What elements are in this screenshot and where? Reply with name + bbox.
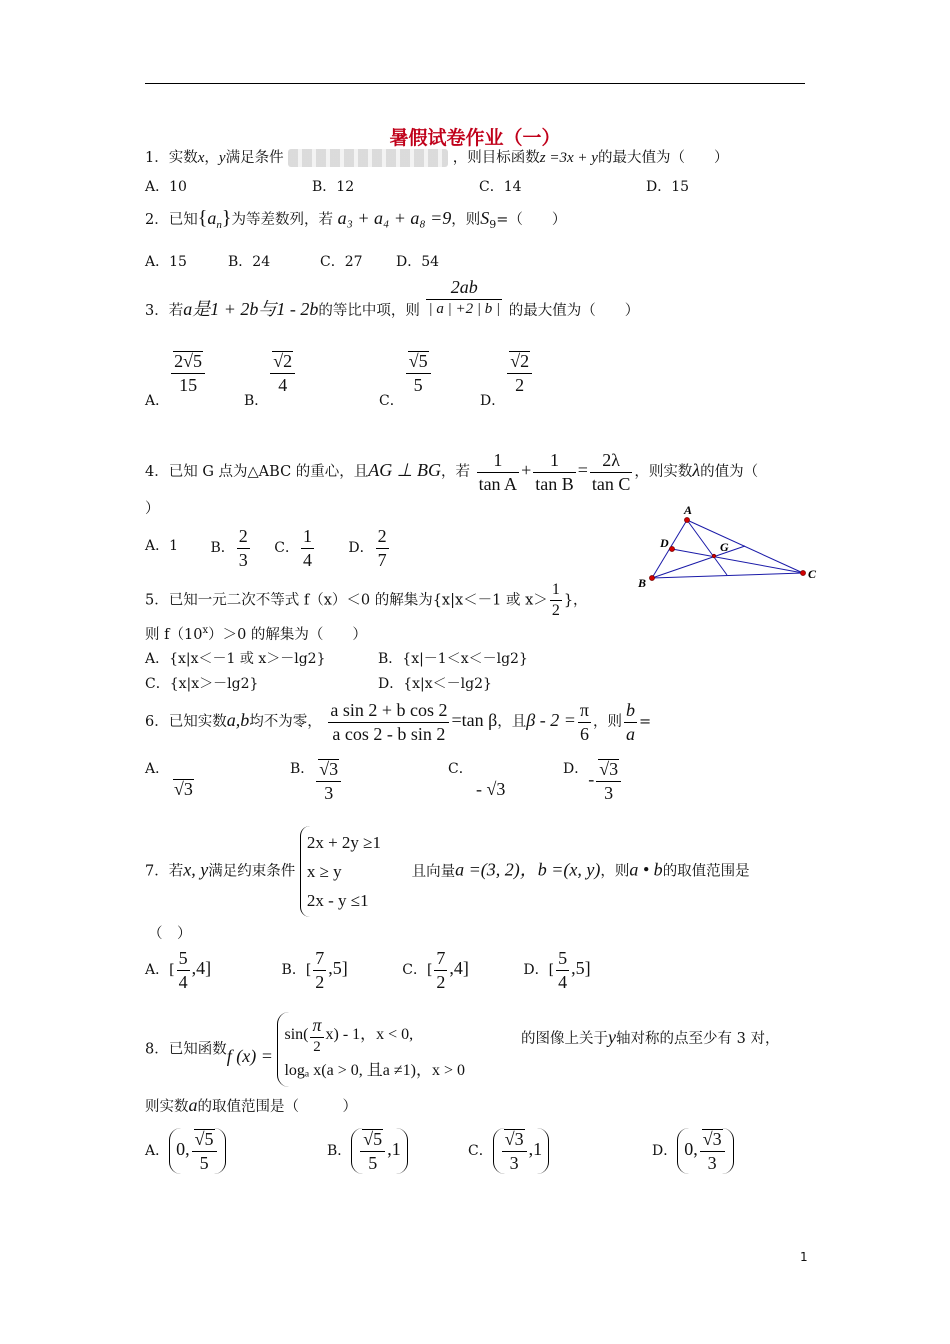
q2-option-b: B．24 xyxy=(228,254,271,270)
question-6: 6．已知实数a,b均不为零， $\frac{\text{a sin 2 + b cos 2}}{\text{a cos 2 - b sin 2}}$ =tan β，且β - 2 = $\frac{\pi}{6}$ ，则 $\frac{b}{a}$ = xyxy=(145,700,652,744)
vertex-label-b: B xyxy=(638,576,647,588)
q1-option-d: D．15 xyxy=(646,179,690,195)
question-1: 1．实数x，y满足条件 ，则目标函数z =3x + y的最大值为（ ） xyxy=(145,150,729,166)
blurred-constraints xyxy=(288,149,448,167)
q5-line2: 则 $f(10^x)>0$ 的解集为（ ） xyxy=(145,625,367,643)
q1-option-c: C．14 xyxy=(479,179,522,195)
q2-option-d: D．54 xyxy=(396,254,440,270)
q4-options: A．1 B． $\frac{2}{3}$ C． $\frac{1}{4}$ D． $\frac{2}{7}$ xyxy=(145,526,387,570)
q6-option-d: D．- $\frac{√3}{3}$ xyxy=(563,758,623,804)
q5-option-a: A．{x|x＜－1 或 x＞－lg2} xyxy=(145,651,326,667)
vertex-label-d: D xyxy=(660,536,669,550)
q3-option-d: D． $\frac{√2}{2}$ xyxy=(480,350,534,396)
q1-option-b: B．12 xyxy=(312,179,355,195)
header-rule xyxy=(145,83,805,84)
q7-close-paren: （ ） xyxy=(148,926,192,942)
q8-option-a: A． 0, $\frac{√5}{5}$ xyxy=(145,1128,226,1174)
page-number: 1 xyxy=(800,1250,808,1264)
question-5: 5．已知一元二次不等式 f（x）＜0 的解集为{x|x＜－1 或 x＞ $\frac{1}{2}$ }， xyxy=(145,581,588,619)
question-3: 3．若a是1 + 2b与1 - 2b的等比中项，则 $\frac{2ab}{| a | +2 | b |}$ 的最大值为（ ） xyxy=(145,277,640,320)
q3-fraction: $\frac{2ab}{| a | +2 | b |}$ xyxy=(428,277,501,317)
q1-option-a: A．10 xyxy=(145,179,187,195)
question-7: 7．若x, y满足约束条件 2x + 2y ≥1 x ≥ y 2x - y ≤1 且向量a =(3, 2)，b =(x, y)，则a • b的取值范围是 xyxy=(145,826,750,917)
triangle-figure xyxy=(634,503,824,588)
q5-option-c: C．{x|x＞－lg2} xyxy=(145,676,259,692)
q8-option-b: B． $\frac{√5}{5}$ ,1 xyxy=(327,1128,408,1174)
question-8: 8．已知函数f (x) = sin( $\frac{\pi}{2}$ x) - 1，x < 0, logₐ x(a > 0, 且a ≠1)，x > 0 的图像上关于y轴对称的点至少有 3 对， xyxy=(145,1012,471,1087)
page-title: 暑假试卷作业（一） xyxy=(389,127,561,149)
question-2: 2．已知$\{a_n\}$为等差数列，若 a₃ + a₄ + a₈ =9，则$S_9=$（ ） xyxy=(145,207,567,231)
q4-close-paren: ） xyxy=(145,501,160,517)
q3-option-c: C． $\frac{√5}{5}$ xyxy=(379,350,433,396)
q8-option-d: D． 0, $\frac{√3}{3}$ xyxy=(652,1128,734,1174)
vertex-label-a: A xyxy=(684,503,693,517)
q2-option-a: A．15 xyxy=(145,254,187,270)
vertex-label-c: C xyxy=(808,567,817,581)
q3-option-b: B． $\frac{√2}{4}$ xyxy=(244,350,297,396)
q6-option-b: B． $\frac{√3}{3}$ xyxy=(290,758,343,804)
q2-option-c: C．27 xyxy=(320,254,363,270)
q8-option-c: C． $\frac{√3}{3}$ ,1 xyxy=(468,1128,549,1174)
q5-option-d: D．{x|x＜－lg2} xyxy=(378,676,492,692)
centroid-label-g: G xyxy=(720,540,729,554)
q5-option-b: B．{x|－1＜x＜－lg2} xyxy=(378,651,528,667)
q6-option-c: C． - √3 xyxy=(448,761,506,800)
q8-line2: 则实数a的取值范围是（ ） xyxy=(145,1095,357,1115)
q6-option-a: A． √3 xyxy=(145,761,193,800)
question-4: 4．已知 G 点为△ABC 的重心，且AG ⊥ BG，若 $\frac{1}{\text{tan A}}$ + $\frac{1}{\text{tan B}}$ = $\frac{2\lambda}{\text{tan C}}$ ，则实数λ的值为（ xyxy=(145,450,759,494)
q7-options: A．[ $\frac{5}{4}$ ,4] B．[ $\frac{7}{2}$ ,5] C．[ $\frac{7}{2}$ ,4] D．[ $\frac{5}{4}$ ,5] xyxy=(145,948,591,992)
q3-option-a: A． $\frac{2√5}{15}$ xyxy=(145,350,207,396)
q8-piecewise: sin( $\frac{\pi}{2}$ x) - 1，x < 0, logₐ x(a > 0, 且a ≠1)，x > 0 xyxy=(277,1012,471,1087)
q7-constraint-system: 2x + 2y ≥1 x ≥ y 2x - y ≤1 xyxy=(300,826,387,917)
